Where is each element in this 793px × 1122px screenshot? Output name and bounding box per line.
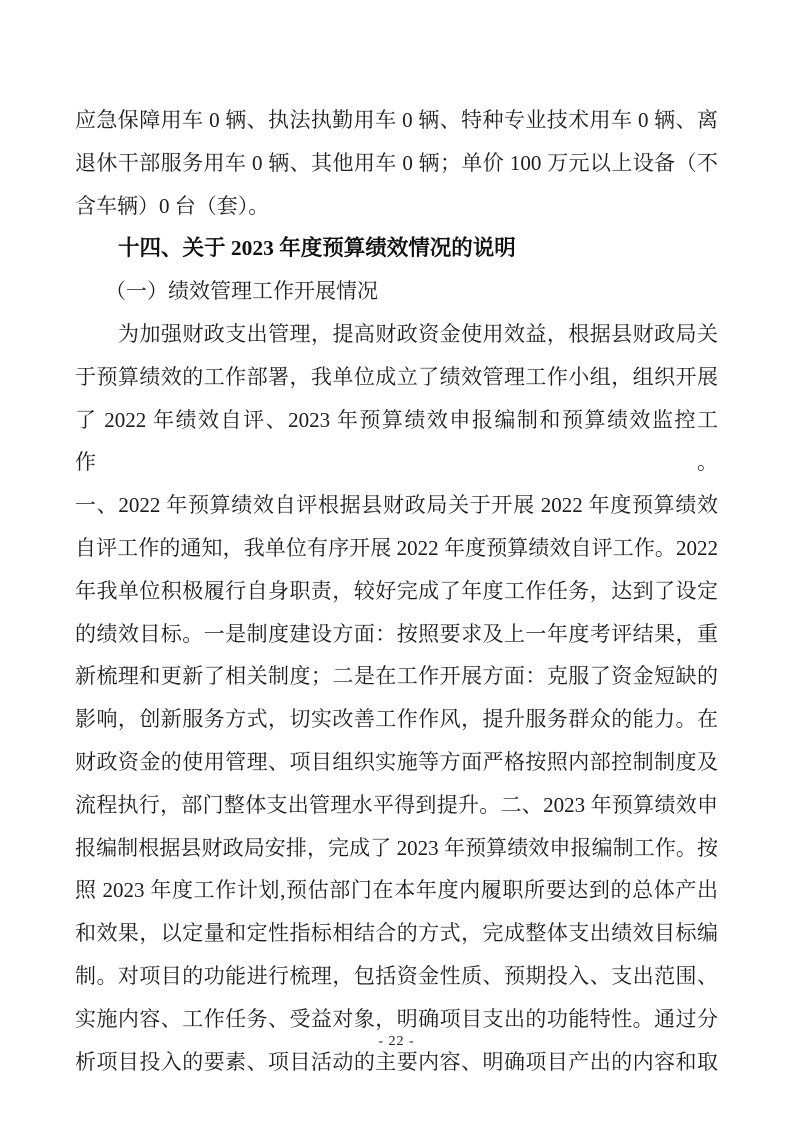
text-line: 年我单位积极履行自身职责，较好完成了年度工作任务，达到了设定 xyxy=(75,578,718,603)
text-line: 的绩效目标。一是制度建设方面：按照要求及上一年度考评结果，重 xyxy=(75,621,718,646)
text-line: 制。对项目的功能进行梳理，包括资金性质、预期投入、支出范围、 xyxy=(75,963,718,988)
subsection-heading: （一）绩效管理工作开展情况 xyxy=(105,279,378,304)
text-line: 流程执行，部门整体支出管理水平得到提升。二、2023 年预算绩效申 xyxy=(75,792,718,817)
text-line: 报编制根据县财政局安排，完成了 2023 年预算绩效申报编制工作。按 xyxy=(75,835,718,860)
section-heading: 十四、关于 2023 年度预算绩效情况的说明 xyxy=(118,236,516,261)
page-number: - 22 - xyxy=(378,1034,415,1049)
text-line: 析项目投入的要素、项目活动的主要内容、明确项目产出的内容和取 xyxy=(75,1049,718,1074)
text-line: 和效果，以定量和定性指标相结合的方式，完成整体支出绩效目标编 xyxy=(75,921,718,946)
text-line: 退休干部服务用车 0 辆、其他用车 0 辆；单价 100 万元以上设备（不 xyxy=(75,150,718,175)
text-line: 于预算绩效的工作部署，我单位成立了绩效管理工作小组，组织开展 xyxy=(75,364,718,389)
text-line: 照 2023 年度工作计划,预估部门在本年度内履职所要达到的总体产出 xyxy=(75,878,718,903)
text-line: 实施内容、工作任务、受益对象，明确项目支出的功能特性。通过分 xyxy=(75,1006,718,1031)
text-line: 一、2022 年预算绩效自评根据县财政局关于开展 2022 年度预算绩效 xyxy=(75,493,718,518)
text-line: 应急保障用车 0 辆、执法执勤用车 0 辆、特种专业技术用车 0 辆、离 xyxy=(75,108,718,132)
text-line: 财政资金的使用管理、项目组织实施等方面严格按照内部控制制度及 xyxy=(75,749,718,774)
text-line: 新梳理和更新了相关制度；二是在工作开展方面：克服了资金短缺的 xyxy=(75,664,718,689)
text-line: 为加强财政支出管理，提高财政资金使用效益，根据县财政局关 xyxy=(118,321,718,346)
page-content xyxy=(75,99,718,1083)
text-line: 了 2022 年绩效自评、2023 年预算绩效申报编制和预算绩效监控工作。 xyxy=(75,407,718,475)
text-line: 含车辆）0 台（套）。 xyxy=(75,193,270,218)
text-line: 影响，创新服务方式，切实改善工作作风，提升服务群众的能力。在 xyxy=(75,707,718,732)
text-line: 自评工作的通知，我单位有序开展 2022 年度预算绩效自评工作。2022 xyxy=(75,535,718,560)
